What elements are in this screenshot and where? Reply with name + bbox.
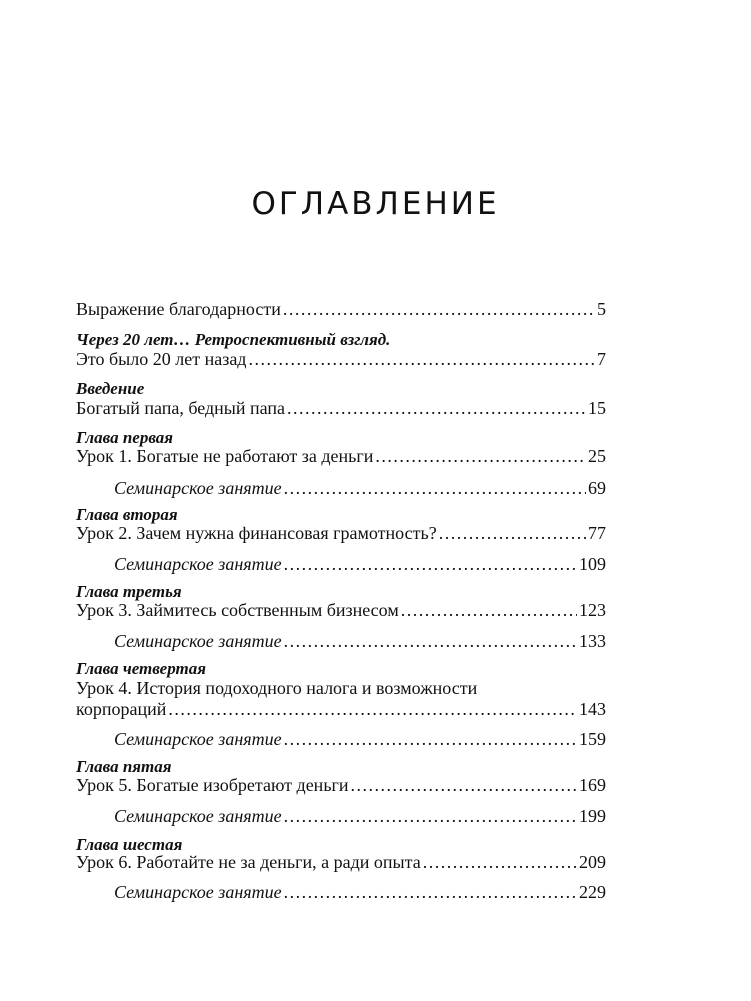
toc-entry-text: Семинарское занятие	[114, 554, 282, 574]
toc-entry[interactable]	[76, 444, 606, 468]
toc-entry-text: Семинарское занятие	[114, 631, 282, 651]
leader-dots	[284, 629, 577, 653]
leader-dots	[375, 444, 586, 468]
toc-entry-text: Урок 3. Займитесь собственным бизнесом	[76, 600, 399, 620]
toc-subentry[interactable]	[114, 727, 606, 751]
leader-dots	[284, 552, 577, 576]
toc-page-number: 109	[579, 554, 606, 574]
toc-entry[interactable]	[76, 697, 606, 721]
toc-subentry[interactable]	[114, 804, 606, 828]
leader-dots	[423, 850, 577, 874]
toc-entry[interactable]	[76, 396, 606, 420]
toc-page-number: 229	[579, 882, 606, 902]
toc-entry[interactable]	[76, 773, 606, 797]
toc-entry-text: Семинарское занятие	[114, 729, 282, 749]
page-title: ОГЛАВЛЕНИЕ	[251, 186, 500, 222]
toc-entry-text: Семинарское занятие	[114, 882, 282, 902]
chapter-heading: Глава третья	[76, 582, 182, 601]
toc-page-number: 169	[579, 775, 606, 795]
toc-subentry[interactable]	[114, 880, 606, 904]
toc-subentry[interactable]	[114, 552, 606, 576]
toc-entry-text: Выражение благодарности	[76, 299, 281, 319]
toc-entry-text: корпораций	[76, 699, 167, 719]
chapter-heading: Глава четвертая	[76, 659, 206, 678]
leader-dots	[351, 773, 577, 797]
leader-dots	[401, 598, 577, 622]
toc-entry[interactable]	[76, 347, 606, 371]
toc-entry-text: Семинарское занятие	[114, 806, 282, 826]
toc-entry-text: Урок 1. Богатые не работают за деньги	[76, 446, 374, 466]
toc-page-number: 143	[579, 699, 606, 719]
section-heading: Введение	[76, 379, 145, 398]
leader-dots	[439, 521, 586, 545]
leader-dots	[283, 297, 595, 321]
toc-page-number: 159	[579, 729, 606, 749]
toc-page-number: 133	[579, 631, 606, 651]
leader-dots	[284, 727, 577, 751]
toc-entry-text: Богатый папа, бедный папа	[76, 398, 286, 418]
toc-entry-text: Это было 20 лет назад	[76, 349, 247, 369]
toc-entry-text: Урок 5. Богатые изобретают деньги	[76, 775, 349, 795]
toc-page-number: 5	[597, 299, 606, 319]
toc-subentry[interactable]	[114, 629, 606, 653]
toc-entry[interactable]	[76, 850, 606, 874]
toc-entry[interactable]	[76, 598, 606, 622]
toc-entry-text: Урок 4. История подоходного налога и возможности	[76, 678, 478, 698]
chapter-heading: Глава первая	[76, 428, 174, 447]
chapter-heading: Глава шестая	[76, 835, 183, 854]
toc-entry-text: Урок 2. Зачем нужна финансовая грамотность?	[76, 523, 437, 543]
chapter-heading: Глава вторая	[76, 505, 178, 524]
leader-dots	[287, 396, 586, 420]
toc-page-number: 123	[579, 600, 606, 620]
toc-entry[interactable]	[76, 521, 606, 545]
toc-entry-text: Семинарское занятие	[114, 478, 282, 498]
toc-page-number: 199	[579, 806, 606, 826]
leader-dots	[248, 347, 595, 371]
chapter-heading: Глава пятая	[76, 757, 172, 776]
toc-page-number: 7	[597, 349, 606, 369]
toc-page-number: 209	[579, 852, 606, 872]
toc-page-number: 25	[588, 446, 606, 466]
toc-subentry[interactable]	[114, 476, 606, 500]
leader-dots	[284, 476, 586, 500]
section-heading: Через 20 лет… Ретроспективный взгляд.	[76, 330, 391, 349]
leader-dots	[284, 804, 577, 828]
toc-entry-text: Урок 6. Работайте не за деньги, а ради опыта	[76, 852, 421, 872]
toc-page-number: 15	[588, 398, 606, 418]
toc-entry[interactable]	[76, 297, 606, 321]
toc-page-number: 77	[588, 523, 606, 543]
leader-dots	[284, 880, 577, 904]
leader-dots	[168, 697, 577, 721]
toc-page-number: 69	[588, 478, 606, 498]
